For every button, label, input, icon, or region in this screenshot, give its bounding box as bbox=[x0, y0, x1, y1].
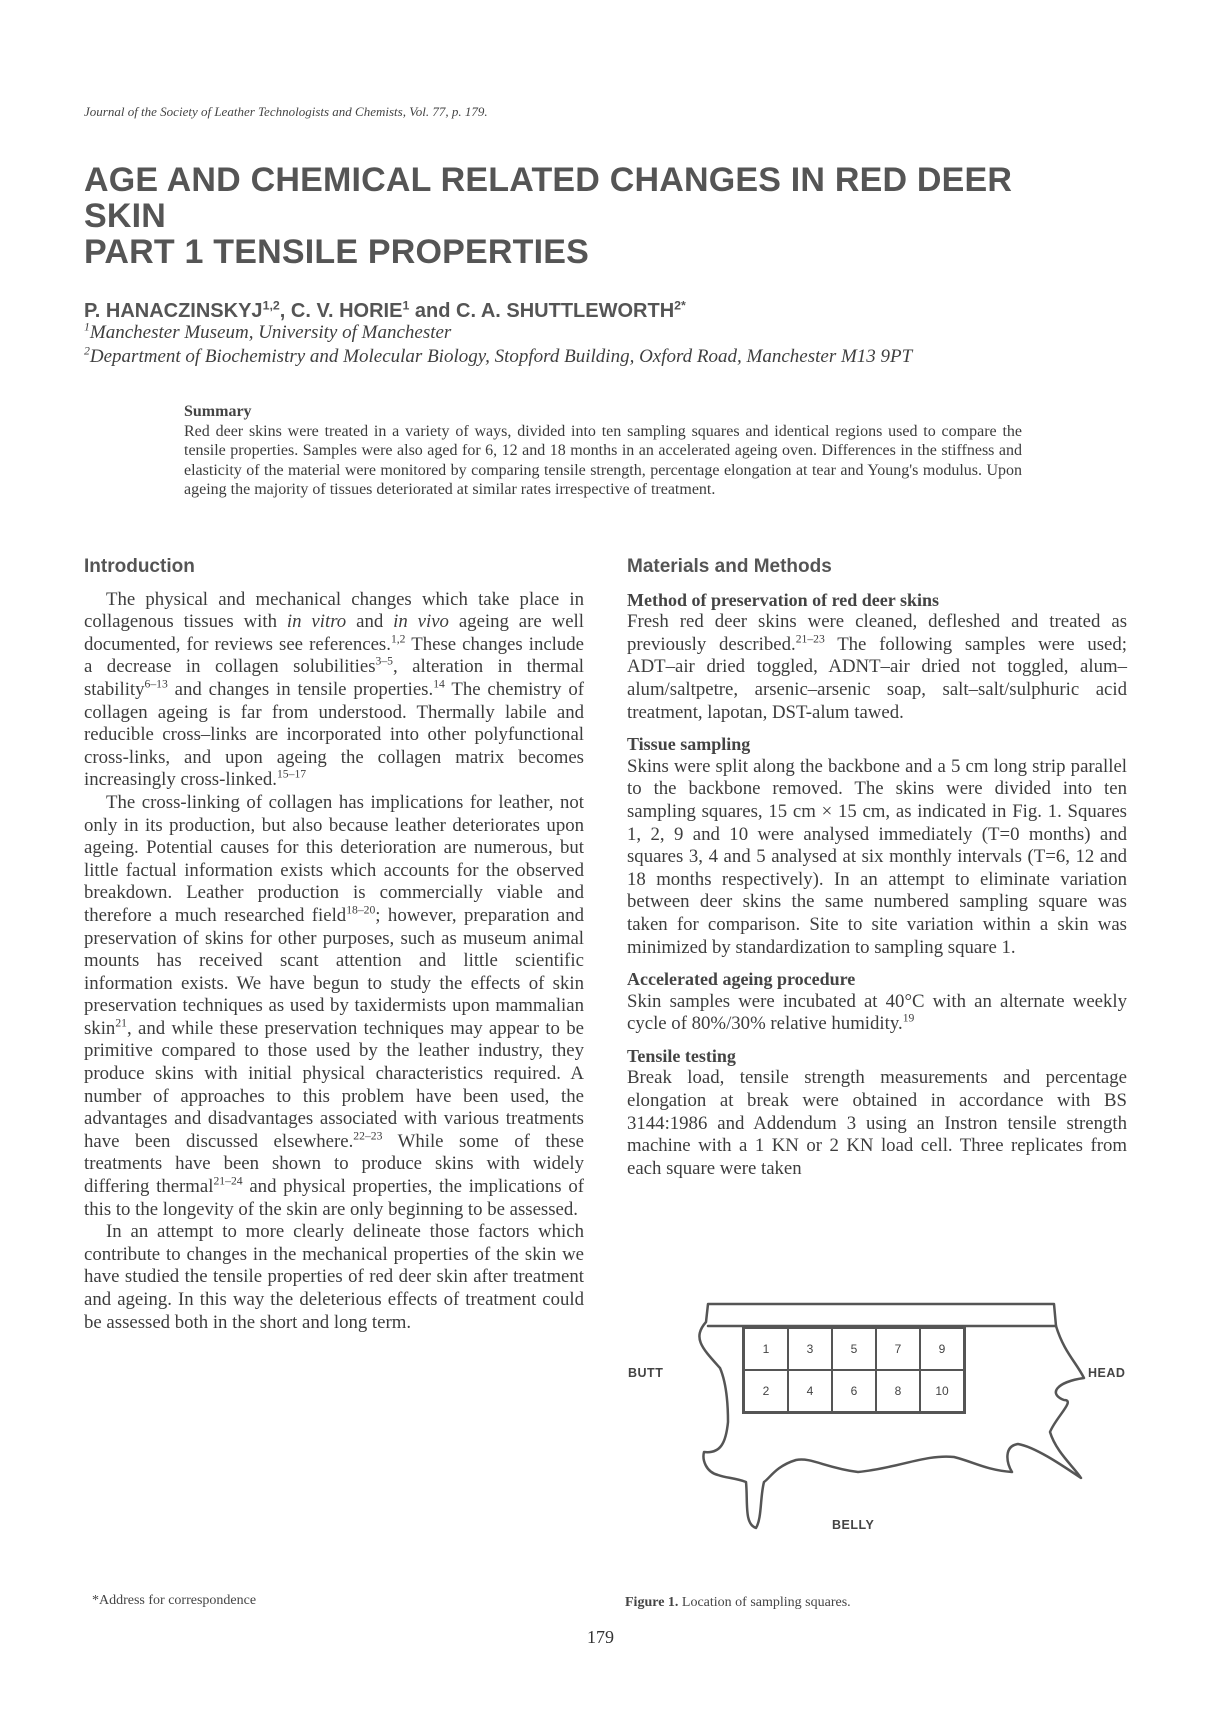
affiliation-number: 2 bbox=[84, 344, 90, 358]
sampling-grid bbox=[742, 1326, 966, 1414]
sampling-text: Skins were split along the backbone and a 5 cm long strip parallel to the backbone removed. The skins were divided into ten sampling squares, 15 cm × 15 cm, as indicated in Fig. 1. Squares 1, 2, 9 and 10 were analysed immediately (T=0 months) and squares 3, 4 and 5 analysed at six monthly intervals (T=6, 12 and 18 months respectively). In an attempt to eliminate variation between deer skins the same numbered sampling square was taken for comparison. Site to site variation within a skin was minimized by standardization to sampling square 1. bbox=[627, 755, 1127, 958]
affiliation-1 bbox=[84, 322, 451, 344]
author-affiliation-marker: 1 bbox=[402, 298, 410, 313]
figure-caption bbox=[625, 1595, 851, 1611]
author-separator: , bbox=[279, 300, 291, 322]
correspondence-footnote: *Address for correspondence bbox=[92, 1593, 257, 1608]
caption-text: Location of sampling squares. bbox=[678, 1595, 851, 1610]
intro-paragraph-2: The cross-linking of collagen has implications for leather, not only in its production, but also because leather deteriorates upon ageing. Potential causes for this deterioration are numerous, but little factual information exists which accounts for the observed breakdown. Leather production is commercially viable and therefore a much researched field$^{18-20}$; however, preparation and preservation of skins for other purposes, such as museum animal mounts has received scant attention and little scientific information exists. We have begun to study the effects of skin preservation techniques as used by taxidermists upon mammalian skin$^{21}$, and while these preservation techniques may appear to be primitive compared to those used by the leather industry, they produce skins with initial physical characteristics required. A number of approaches to this problem have been used, the advantages and disadvantages associated with various treatments have been discussed elsewhere.$^{22-23}$ While some of these treatments have been shown to produce skins with widely differing thermal$^{21-24}$ and physical properties, the implications of this to the longevity of the skin are only beginning to be assessed. bbox=[84, 791, 584, 1220]
tensile-text: Break load, tensile strength measurements and percentage elongation at break were obtained in accordance with BS 3144:1986 and Addendum 3 using an Instron tensile strength machine with a 1 KN or 2 KN load cell. Three replicates from each square were taken bbox=[627, 1067, 1127, 1179]
sampling-square: 6 bbox=[832, 1370, 876, 1412]
preservation-heading: Method of preservation of red deer skins bbox=[627, 589, 939, 610]
affiliation-text: Manchester Museum, University of Manchester bbox=[89, 322, 452, 343]
sampling-square: 3 bbox=[788, 1328, 832, 1370]
citation: 18–20 bbox=[346, 903, 376, 917]
figure-1-skin-diagram bbox=[628, 1282, 1126, 1592]
tensile-heading: Tensile testing bbox=[627, 1045, 736, 1066]
title-line-2: SKIN bbox=[84, 197, 167, 235]
citation: 1,2 bbox=[390, 632, 406, 646]
methods-column bbox=[627, 556, 1127, 1180]
sampling-heading: Tissue sampling bbox=[627, 734, 751, 755]
affiliation-text: Department of Biochemistry and Molecular Biology, Stopford Building, Oxford Road, Manchester M13 9PT bbox=[89, 346, 913, 367]
introduction-heading: Introduction bbox=[84, 556, 195, 577]
introduction-column bbox=[84, 556, 584, 1334]
sampling-square: 9 bbox=[920, 1328, 964, 1370]
citation: 21–24 bbox=[213, 1174, 243, 1188]
sampling-square: 10 bbox=[920, 1370, 964, 1412]
citation: 22–23 bbox=[353, 1129, 383, 1143]
sampling-square: 2 bbox=[744, 1370, 788, 1412]
author-affiliation-marker: 1,2 bbox=[262, 298, 280, 313]
preservation-text: Fresh red deer skins were cleaned, defleshed and treated as previously described.$^{21-23}$ The following samples were used; ADT–air dried toggled, ADNT–air dried not toggled, alum–alum/saltpetre, arsenic–arsenic soap, salt–salt/sulphuric acid treatment, lapotan, DST-alum tawed. bbox=[627, 611, 1128, 723]
ageing-heading: Accelerated ageing procedure bbox=[627, 969, 856, 990]
title-line-3: PART 1 TENSILE PROPERTIES bbox=[84, 233, 590, 271]
page-number: 179 bbox=[587, 1627, 614, 1647]
author-affiliation-marker: 2* bbox=[674, 298, 686, 313]
head-label: HEAD bbox=[1088, 1366, 1126, 1380]
citation: 21 bbox=[115, 1016, 127, 1030]
citation: 14 bbox=[433, 677, 445, 691]
intro-paragraph-3: In an attempt to more clearly delineate those factors which contribute to changes in the mechanical properties of the skin we have studied the tensile properties of red deer skin after treatment and ageing. In this way the deleterious effects of treatment could be assessed both in the short and long term. bbox=[84, 1221, 584, 1333]
author-name: P. HANACZINSKYJ bbox=[84, 300, 263, 322]
citation: 6–13 bbox=[144, 677, 168, 691]
running-head: Journal of the Society of Leather Technologists and Chemists, Vol. 77, p. 179. bbox=[84, 104, 488, 119]
author-name: C. A. SHUTTLEWORTH bbox=[456, 300, 675, 322]
citation: 15–17 bbox=[276, 768, 307, 782]
paper-title bbox=[84, 162, 1084, 270]
butt-label: BUTT bbox=[628, 1366, 664, 1380]
sampling-square: 5 bbox=[832, 1328, 876, 1370]
sampling-square: 4 bbox=[788, 1370, 832, 1412]
citation: 19 bbox=[902, 1012, 915, 1026]
methods-heading: Materials and Methods bbox=[627, 556, 832, 577]
title-line-1: AGE AND CHEMICAL RELATED CHANGES IN RED DEER bbox=[84, 161, 1013, 199]
author-separator: and bbox=[409, 300, 457, 322]
affiliation-2 bbox=[84, 346, 912, 368]
sampling-square: 1 bbox=[744, 1328, 788, 1370]
citation: 3–5 bbox=[375, 655, 393, 669]
author-list bbox=[84, 300, 686, 323]
sampling-square: 7 bbox=[876, 1328, 920, 1370]
sampling-square: 8 bbox=[876, 1370, 920, 1412]
summary-block bbox=[184, 402, 1022, 500]
belly-label: BELLY bbox=[832, 1518, 875, 1532]
intro-paragraph-1: The physical and mechanical changes which take place in collagenous tissues with in vitro and in vivo ageing are well documented, for reviews see references.$^{1,2}$ These changes include a decrease in collagen solubilities$^{3-5}$, alteration in thermal stability$^{6-13}$ and changes in tensile properties.$^{14}$ The chemistry of collagen ageing is far from understood. Thermally labile and reducible cross–links are incorporated into other polyfunctional cross-links, and upon ageing the collagen matrix becomes increasingly cross-linked.$^{15-17}$ bbox=[84, 588, 585, 791]
caption-label: Figure 1. bbox=[625, 1595, 679, 1610]
summary-text: Red deer skins were treated in a variety of ways, divided into ten sampling squares and identical regions used to compare the tensile properties. Samples were also aged for 6, 12 and 18 months in an accelerated ageing oven. Differences in the stiffness and elasticity of the material were monitored by comparing tensile strength, percentage elongation at tear and Young's modulus. Upon ageing the majority of tissues deteriorated at similar rates irrespective of treatment. bbox=[184, 422, 1022, 499]
ageing-text: Skin samples were incubated at 40°C with an alternate weekly cycle of 80%/30% relative humidity.$^{19}$ bbox=[627, 990, 1127, 1035]
affiliation-number: 1 bbox=[84, 320, 90, 334]
summary-heading: Summary bbox=[184, 403, 252, 420]
author-name: C. V. HORIE bbox=[290, 300, 403, 322]
citation: 21–23 bbox=[795, 632, 825, 646]
